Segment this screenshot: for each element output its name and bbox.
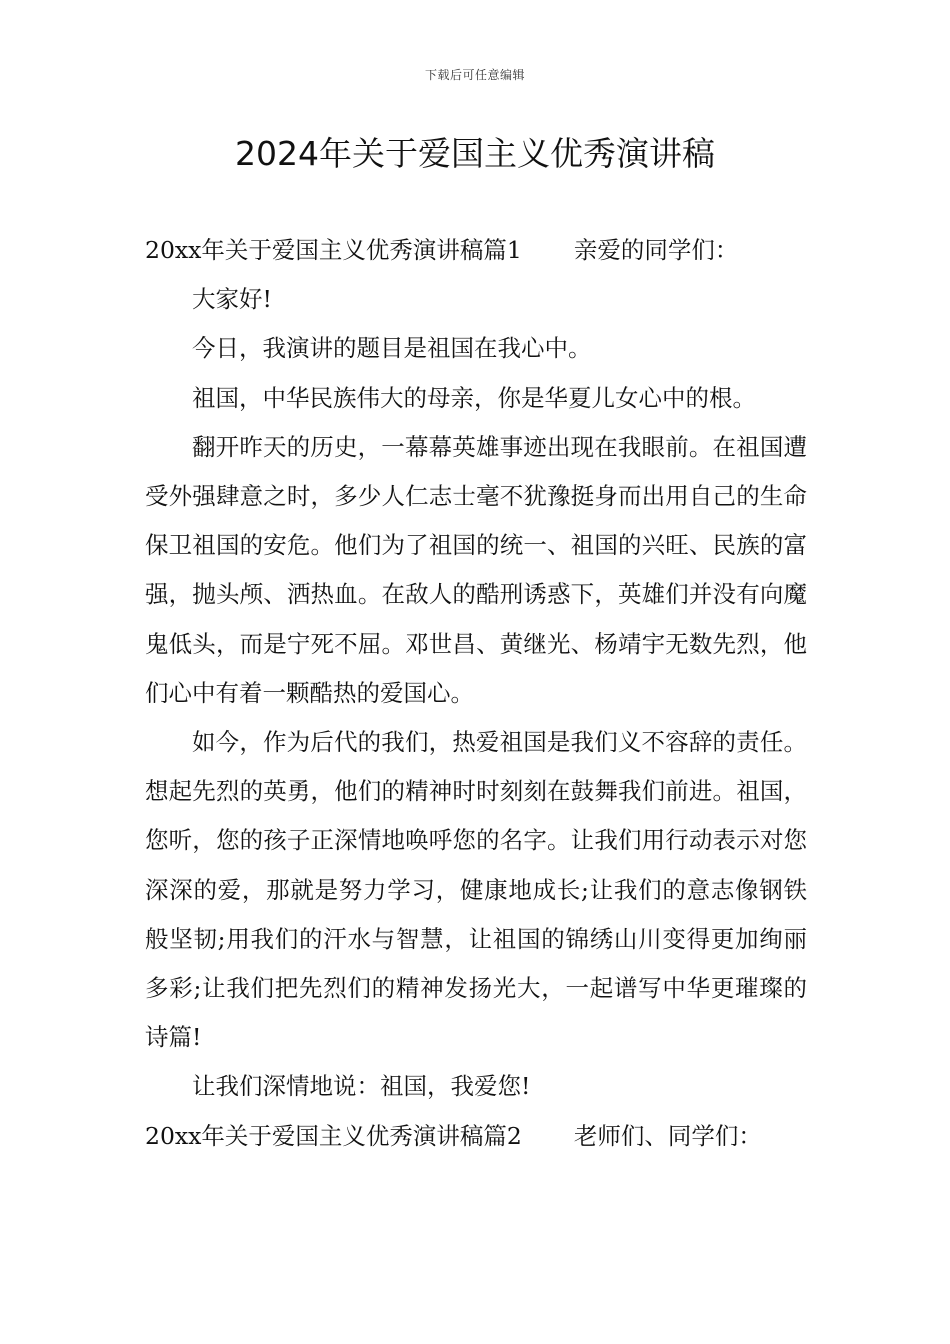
paragraph-history: 翻开昨天的历史，一幕幕英雄事迹出现在我眼前。在祖国遭受外强肆意之时，多少人仁志士毫不犹豫挺身而出用自己的生命保卫祖国的安危。他们为了祖国的统一、祖国的兴旺、民族的富强，抛头颅、洒热血。在敌人的酷刑诱惑下，英雄们并没有向魔鬼低头，而是宁死不屈。邓世昌、黄继光、杨靖宇无数先烈，他们心中有着一颗酷热的爱国心。 — [145, 432, 807, 707]
header-note: 下载后可任意编辑 — [424, 68, 525, 82]
paragraph-motherland: 祖国，中华民族伟大的母亲，你是华夏儿女心中的根。 — [192, 383, 756, 412]
paragraph-closing: 让我们深情地说：祖国，我爱您! — [192, 1072, 531, 1101]
paragraph-topic: 今日，我演讲的题目是祖国在我心中。 — [192, 334, 592, 363]
section-2-heading: 20xx年关于爱国主义优秀演讲稿篇2 — [145, 1121, 522, 1150]
section-1-line — [145, 226, 807, 275]
paragraph-responsibility: 如今，作为后代的我们，热爱祖国是我们义不容辞的责任。想起先烈的英勇，他们的精神时时刻刻在鼓舞我们前进。祖国，您听，您的孩子正深情地唤呼您的名字。让我们用行动表示对您深深的爱，那就是努力学习，健康地成长;让我们的意志像钢铁般坚韧;用我们的汗水与智慧，让祖国的锦绣山川变得更加绚丽多彩;让我们把先烈们的精神发扬光大，一起谱写中华更璀璨的诗篇! — [145, 728, 807, 1052]
section-2-salutation: 老师们、同学们： — [573, 1121, 762, 1150]
section-1-heading: 20xx年关于爱国主义优秀演讲稿篇1 — [145, 236, 522, 264]
section-2-line — [145, 1112, 807, 1161]
section-1-salutation: 亲爱的同学们： — [573, 236, 739, 264]
document-title: 2024年关于爱国主义优秀演讲稿 — [235, 134, 715, 173]
paragraph-greeting: 大家好! — [192, 285, 272, 314]
document-body — [145, 226, 807, 1161]
